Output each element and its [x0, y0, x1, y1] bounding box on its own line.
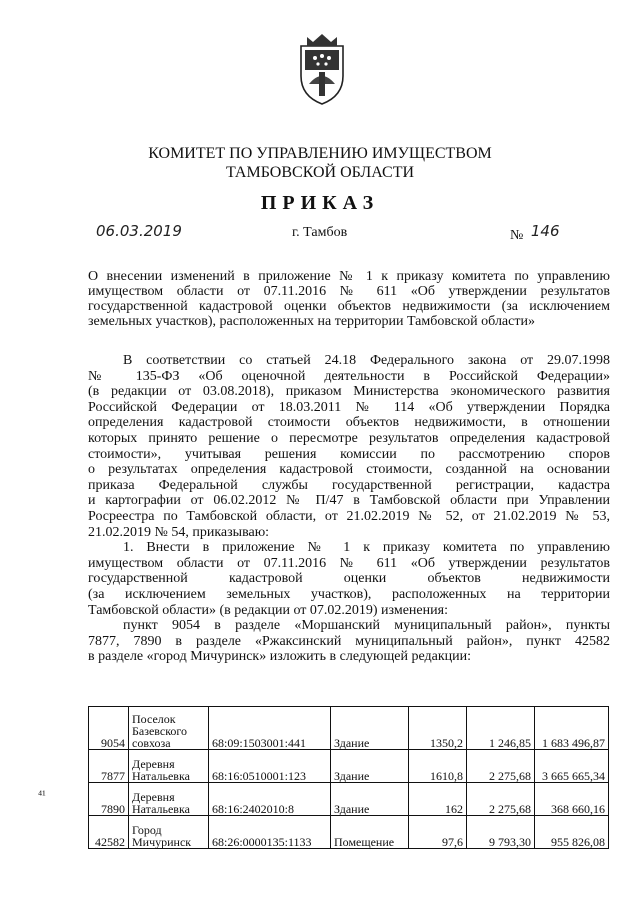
object-type: Здание [331, 750, 409, 783]
row-number: 9054 [89, 707, 129, 750]
body-line: стоимости», учитывая решения комиссии по рассмотрению споров [88, 446, 610, 462]
order-body [88, 353, 610, 665]
cadastral-value-table [88, 706, 609, 849]
item1-line: имуществом области от 07.11.2016 № 611 «Об утверждении результатов [88, 555, 610, 571]
table-row [89, 707, 609, 750]
area: 162 [409, 783, 467, 816]
body-line: определения кадастровой стоимости объектов недвижимости, в отношении [88, 415, 610, 431]
row-number: 7877 [89, 750, 129, 783]
table-row [89, 783, 609, 816]
specific-value: 2 275,68 [467, 750, 535, 783]
body-line: которых принято решение о пересмотре результатов определения кадастровой [88, 430, 610, 446]
body-line: (в редакции от 03.08.2018), приказом Министерства экономического развития [88, 384, 610, 400]
body-line: и картографии от 06.02.2012 № П/47 в Тамбовской области при Управлении [88, 493, 610, 509]
area: 97,6 [409, 816, 467, 849]
locality: Поселок Базевского совхоза [129, 707, 209, 750]
tambov-coat-of-arms-icon [297, 32, 347, 106]
item1-line: государственной кадастровой оценки объектов недвижимости [88, 571, 610, 587]
item1-line: Тамбовской области» (в редакции от 07.02.2019) изменения: [88, 602, 448, 618]
handwritten-number: 146 [530, 222, 560, 240]
body-line: Российской Федерации от 18.03.2011 № 114 «Об утверждении Порядка [88, 399, 610, 415]
body-line: Росреестра по Тамбовской области, от 21.02.2019 № 52, от 21.02.2019 № 53, [88, 508, 610, 524]
committee-name-line1: КОМИТЕТ ПО УПРАВЛЕНИЮ ИМУЩЕСТВОМ [148, 145, 492, 162]
locality: Деревня Натальевка [129, 750, 209, 783]
item1-line: 1. Внести в приложение № 1 к приказу комитета по управлению [123, 540, 610, 556]
order-number [510, 222, 560, 244]
body-line: № 135-ФЗ «Об оценочной деятельности в Российской Федерации» [88, 368, 610, 384]
table-row [89, 750, 609, 783]
cadastral-number: 68:16:0510001:123 [209, 750, 331, 783]
body-line: о результатах определения кадастровой стоимости, созданной на основании [88, 462, 610, 478]
row-number: 7890 [89, 783, 129, 816]
item1-detail-line: пункт 9054 в разделе «Моршанский муниципальный район», пункты [123, 618, 610, 634]
body-line: В соответствии со статьей 24.18 Федерального закона от 29.07.1998 [123, 353, 610, 368]
body-line: приказа Федеральной службы государственной регистрации, кадастра [88, 477, 610, 493]
locality: Деревня Натальевка [129, 783, 209, 816]
specific-value: 9 793,30 [467, 816, 535, 849]
item1-detail-line: 7877, 7890 в разделе «Ржаксинский муниципальный район», пункт 42582 [88, 633, 610, 649]
row-number: 42582 [89, 816, 129, 849]
object-type: Помещение [331, 816, 409, 849]
area: 1610,8 [409, 750, 467, 783]
margin-mark: ⁴¹ [38, 788, 46, 802]
area: 1350,2 [409, 707, 467, 750]
table-row [89, 816, 609, 849]
committee-name-line2: ТАМБОВСКОЙ ОБЛАСТИ [225, 164, 415, 181]
item1-detail-line: в разделе «город Мичуринск» изложить в следующей редакции: [88, 649, 472, 665]
cadastral-number: 68:26:0000135:1133 [209, 816, 331, 849]
cadastral-number: 68:09:1503001:441 [209, 707, 331, 750]
locality: Город Мичуринск [129, 816, 209, 849]
handwritten-date: 06.03.2019 [96, 222, 182, 240]
cadastral-number: 68:16:2402010:8 [209, 783, 331, 816]
order-subject: О внесении изменений в приложение № 1 к приказу комитета по управлению имуществом области от 07.11.2016 № 611 «Об утверждении результатов государственной кадастровой оценки объектов недвижимости (за исключением земельных участков), расположенных на территории Тамбовской области» [88, 269, 610, 329]
cadastral-value: 955 826,08 [535, 816, 609, 849]
specific-value: 2 275,68 [467, 783, 535, 816]
document-type: ПРИКАЗ [260, 192, 380, 214]
city-label: г. Тамбов [292, 225, 348, 240]
object-type: Здание [331, 707, 409, 750]
specific-value: 1 246,85 [467, 707, 535, 750]
item1-line: (за исключением земельных участков), расположенных на территории [88, 586, 610, 602]
object-type: Здание [331, 783, 409, 816]
cadastral-value: 3 665 665,34 [535, 750, 609, 783]
number-label: № [510, 228, 524, 243]
cadastral-value: 1 683 496,87 [535, 707, 609, 750]
body-line: 21.02.2019 № 54, приказываю: [88, 524, 270, 540]
cadastral-value: 368 660,16 [535, 783, 609, 816]
